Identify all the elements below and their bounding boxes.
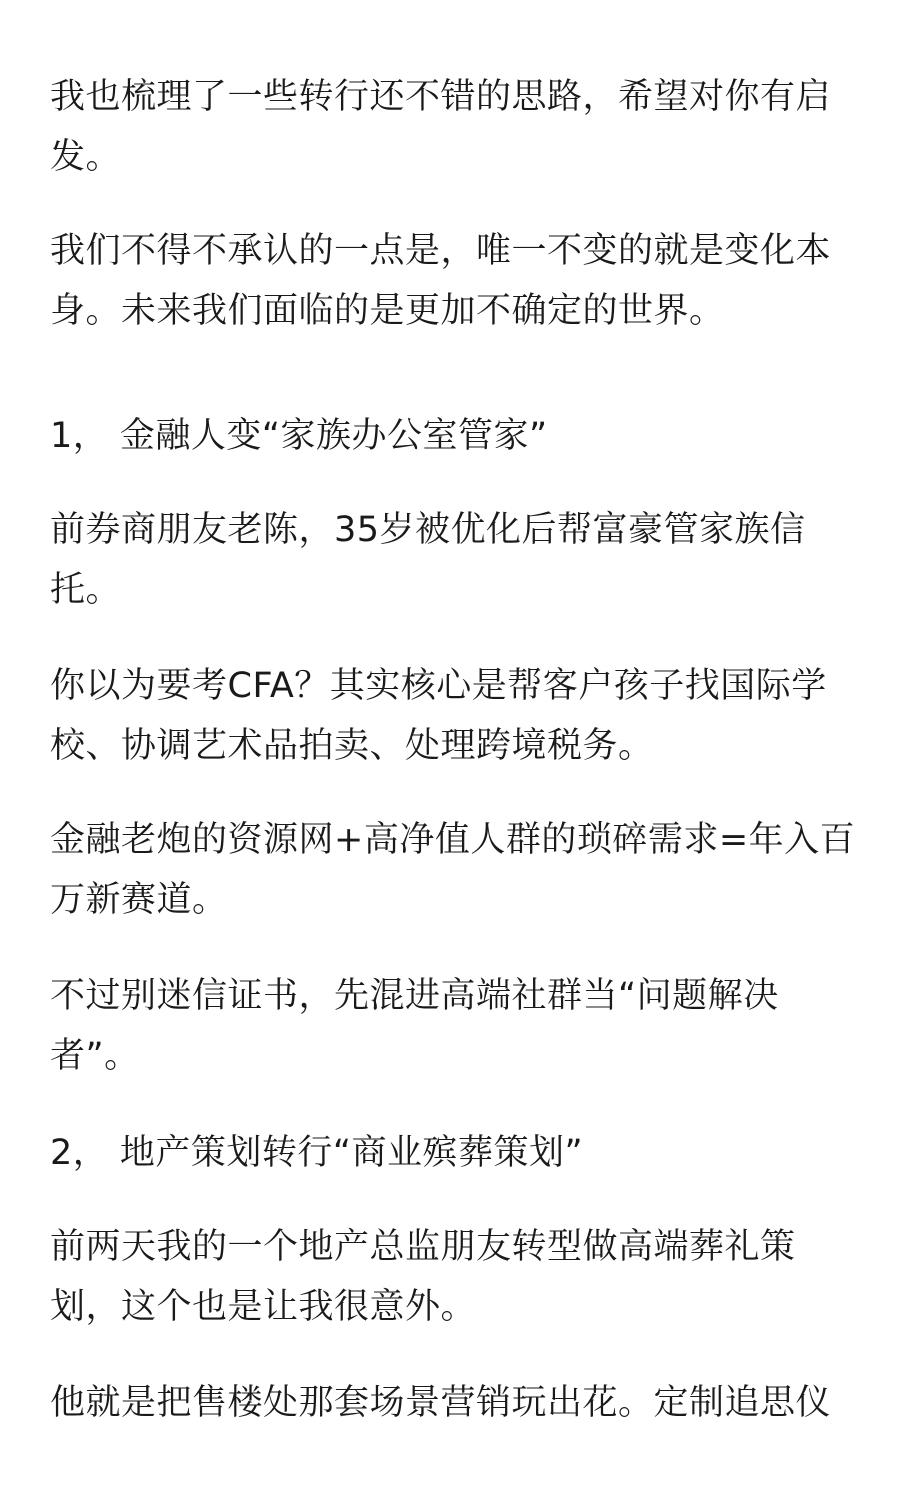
paragraph-4-line-2: 校、协调艺术品拍卖、处理跨境税务。	[50, 726, 654, 766]
paragraph-6-line-1: 不过别迷信证书，先混进高端社群当“问题解决	[50, 976, 779, 1016]
paragraph-5-line-1: 金融老炮的资源网+高净值人群的琐碎需求=年入百	[50, 820, 856, 860]
paragraph-2-line-2: 身。未来我们面临的是更加不确定的世界。	[50, 291, 725, 331]
section-heading-1: 1， 金融人变“家族办公室管家”	[50, 416, 548, 456]
paragraph-3-line-2: 托。	[50, 570, 122, 610]
paragraph-3-line-1: 前券商朋友老陈，35岁被优化后帮富豪管家族信	[50, 510, 806, 550]
paragraph-1-line-1: 我也梳理了一些转行还不错的思路，希望对你有启	[50, 77, 832, 117]
paragraph-8-line-1: 他就是把售楼处那套场景营销玩出花。定制追思仪	[50, 1383, 832, 1423]
paragraph-7-line-2: 划，这个也是让我很意外。	[50, 1287, 477, 1327]
paragraph-6-line-2: 者”。	[50, 1036, 140, 1076]
paragraph-5-line-2: 万新赛道。	[50, 880, 228, 920]
paragraph-7-line-1: 前两天我的一个地产总监朋友转型做高端葬礼策	[50, 1227, 796, 1267]
section-heading-2: 2， 地产策划转行“商业殡葬策划”	[50, 1133, 584, 1173]
paragraph-2-line-1: 我们不得不承认的一点是，唯一不变的就是变化本	[50, 231, 832, 271]
paragraph-4-line-1: 你以为要考CFA？其实核心是帮客户孩子找国际学	[50, 666, 827, 706]
paragraph-1-line-2: 发。	[50, 137, 122, 177]
